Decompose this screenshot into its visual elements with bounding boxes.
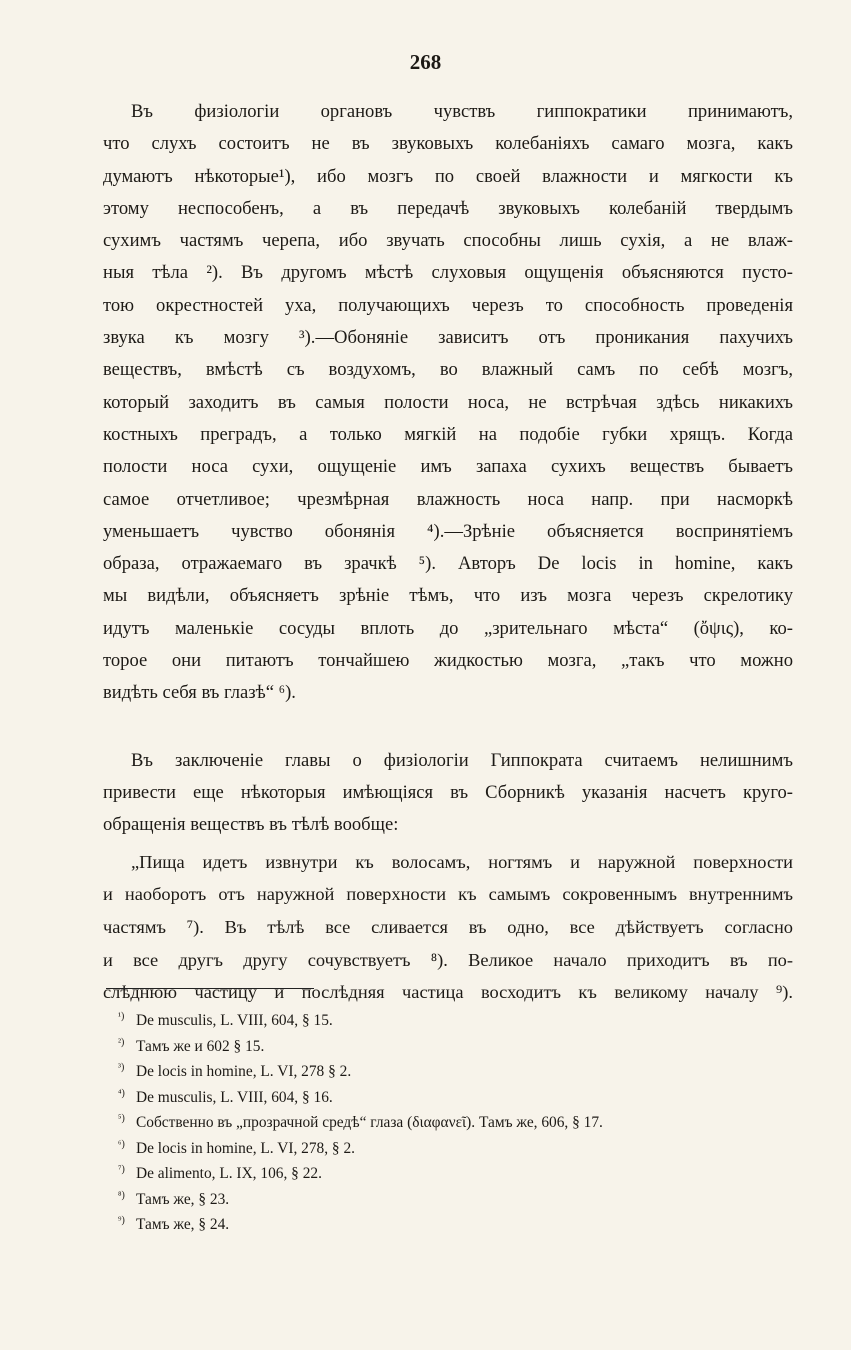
footnote — [118, 1212, 758, 1238]
text-line: частямъ ⁷). Въ тѣлѣ все сливается въ одно, все дѣйствуетъ согласно — [103, 916, 793, 937]
footnote — [118, 1034, 758, 1060]
footnote-mark: ⁹) — [118, 1215, 125, 1226]
footnote-mark: ⁵) — [118, 1113, 125, 1124]
footnote — [118, 1110, 758, 1136]
footnote-text: Тамъ же и 602 § 15. — [136, 1037, 265, 1055]
text-line: идутъ маленькiе сосуды вплоть до „зрительнаго мѣста“ (ὄψις), ко- — [103, 617, 793, 639]
footnote — [118, 1008, 758, 1034]
text-line: „Пища идетъ извнутри къ волосамъ, ногтямъ и наружной поверхности — [131, 851, 793, 872]
footnote-mark: ³) — [118, 1062, 125, 1073]
footnote-text: De locis in homine, L. VI, 278 § 2. — [136, 1063, 352, 1080]
paragraph — [103, 96, 793, 710]
footnote-text: Собственно въ „прозрачной средѣ“ глаза (διαφανεῖ). Тамъ же, 606, § 17. — [136, 1114, 603, 1131]
text-line: тою окрестностей уха, получающихъ черезъ то способность проведенiя — [103, 294, 793, 316]
text-line: слѣднюю частицу и послѣдняя частица восходитъ къ великому началу ⁹). — [103, 982, 793, 1003]
text-line: звука къ мозгу ³).—Обонянiе зависитъ отъ проникания пахучихъ — [103, 327, 793, 349]
footnote-text: De musculis, L. VIII, 604, § 15. — [136, 1012, 333, 1029]
body-text — [103, 96, 793, 1009]
text-line: что слухъ состоитъ не въ звуковыхъ колебанiяхъ самаго мозга, какъ — [103, 133, 793, 155]
text-line: думаютъ нѣкоторые¹), ибо мозгъ по своей влажности и мягкости къ — [103, 165, 793, 187]
text-line: самое отчетливое; чрезмѣрная влажность носа напр. при насморкѣ — [103, 488, 793, 510]
footnote-mark: ¹) — [118, 1011, 125, 1022]
text-line: костныхъ преградъ, а только мягкiй на подобiе губки хрящъ. Когда — [103, 423, 793, 445]
footnote — [118, 1059, 758, 1085]
footnotes — [118, 1008, 758, 1238]
text-line: обращенiя веществъ въ тѣлѣ вообще: — [103, 814, 399, 836]
text-line: уменьшаетъ чувство обонянiя ⁴).—Зрѣнiе объясняется воспринятiемъ — [103, 520, 793, 542]
text-line: Въ заключенiе главы о физiологiи Гиппократа считаемъ нелишнимъ — [131, 749, 793, 771]
footnote-mark: ⁶) — [118, 1138, 125, 1150]
text-line: полости носа сухи, ощущенiе имъ запаха сухихъ веществъ бываетъ — [103, 456, 793, 478]
text-line: сухимъ частямъ черепа, ибо звучать способны лишь сухiя, а не влаж- — [103, 230, 793, 252]
text-line: образа, отражаемаго въ зрачкѣ ⁵). Авторъ De locis in homine, какъ — [103, 553, 793, 575]
text-line: и все другъ другу сочувствуетъ ⁸). Великое начало приходитъ въ по- — [103, 949, 793, 970]
footnote-text: Тамъ же, § 23. — [136, 1190, 230, 1208]
footnote — [118, 1136, 758, 1162]
quote-paragraph — [103, 846, 793, 1009]
footnote-text: De musculis, L. VIII, 604, § 16. — [136, 1088, 333, 1106]
footnote — [118, 1187, 758, 1213]
text-line: привести еще нѣкоторыя имѣющiяся въ Сборникѣ указанiя насчетъ круго- — [103, 781, 793, 803]
footnote-text: Тамъ же, § 24. — [136, 1216, 230, 1233]
footnote-divider — [106, 988, 314, 989]
text-line: торое они питаютъ тончайшею жидкостью мозга, „такъ что можно — [103, 650, 793, 672]
text-line: ныя тѣла ²). Въ другомъ мѣстѣ слуховыя ощущенiя объясняются пусто- — [103, 262, 793, 284]
text-line: этому неспособенъ, а въ передачѣ звуковыхъ колебанiй твердымъ — [103, 197, 793, 219]
page-number: 268 — [409, 50, 442, 74]
text-line: и наоборотъ отъ наружной поверхности къ самымъ сокровеннымъ внутреннимъ — [103, 884, 793, 905]
text-line: мы видѣли, объясняетъ зрѣнiе тѣмъ, что изъ мозга черезъ скрелотику — [103, 585, 793, 607]
footnote — [118, 1085, 758, 1111]
text-line: веществъ, вмѣстѣ съ воздухомъ, во влажный самъ по себѣ мозгъ, — [103, 359, 793, 381]
footnote-text: De alimento, L. IX, 106, § 22. — [136, 1165, 322, 1182]
footnote-mark: ⁴) — [118, 1087, 125, 1099]
footnote-mark: ⁷) — [118, 1164, 125, 1175]
text-line: видѣть себя въ глазѣ“ ⁶). — [103, 682, 296, 704]
footnote-mark: ²) — [118, 1036, 125, 1048]
footnote — [118, 1161, 758, 1187]
text-line: который заходитъ въ самыя полости носа, не встрѣчая здѣсь никакихъ — [103, 391, 793, 413]
footnote-text: De locis in homine, L. VI, 278, § 2. — [136, 1139, 356, 1157]
text-line: Въ физiологiи органовъ чувствъ гиппократики принимаютъ, — [131, 101, 793, 122]
paragraph — [103, 745, 793, 842]
footnote-mark: ⁸) — [118, 1189, 125, 1201]
